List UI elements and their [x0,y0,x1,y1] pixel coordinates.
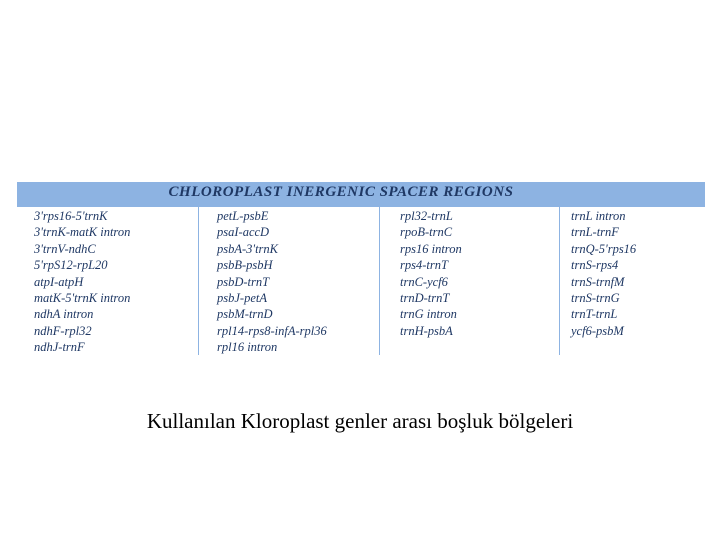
table-cell: rpl14-rps8-infA-rpl36 [217,323,327,338]
table-cell: atpI-atpH [34,274,84,289]
table-cell: trnS-trnG [571,290,620,305]
table-cell: psbM-trnD [217,307,273,322]
table-cell: ycf6-psbM [571,323,624,338]
table-title: CHLOROPLAST INERGENIC SPACER REGIONS [168,184,514,200]
spacer-regions-table [17,182,705,354]
table-column-2 [200,207,380,355]
table-cell: rpl16 intron [217,340,278,355]
table-cell: rps4-trnT [400,258,448,273]
table-cell: trnC-ycf6 [400,274,448,289]
table-cell: 3'rps16-5'trnK [34,209,108,223]
table-cell: trnL-trnF [571,225,619,240]
table-column-1 [17,207,199,355]
table-cell: trnQ-5'rps16 [571,241,637,256]
table-cell: trnG intron [400,307,457,322]
table-cell: trnS-rps4 [571,258,619,273]
table-cell: psbA-3'trnK [217,241,279,256]
table-cell: ndhF-rpl32 [34,323,92,338]
table-cell: psbB-psbH [217,258,273,273]
table-cell: psbJ-petA [217,290,267,305]
table-cell: 5'rpS12-rpL20 [34,258,108,273]
table-cell: 3'trnV-ndhC [34,241,96,256]
table-cell: ndhJ-trnF [34,340,85,355]
table-header [17,182,705,203]
table-cell: trnH-psbA [400,323,453,338]
table-cell: trnD-trnT [400,290,450,305]
slide-caption: Kullanılan Kloroplast genler arası boşluk bölgeleri [146,409,574,433]
table-cell: matK-5'trnK intron [34,290,131,305]
table-cell: rps16 intron [400,241,462,256]
table-cell: psbD-trnT [217,274,270,289]
table-cell: trnT-trnL [571,307,618,322]
table-cell: rpl32-trnL [400,209,453,223]
table-cell: rpoB-trnC [400,225,453,240]
table-cell: trnS-trnfM [571,274,625,289]
table-column-3 [381,207,560,355]
table-cell: psaI-accD [217,225,270,240]
table-cell: trnL intron [571,209,626,223]
table-column-4 [561,207,705,355]
table-cell: ndhA intron [34,307,94,322]
table-cell: petL-psbE [217,209,269,223]
table-cell: 3'trnK-matK intron [34,225,131,240]
